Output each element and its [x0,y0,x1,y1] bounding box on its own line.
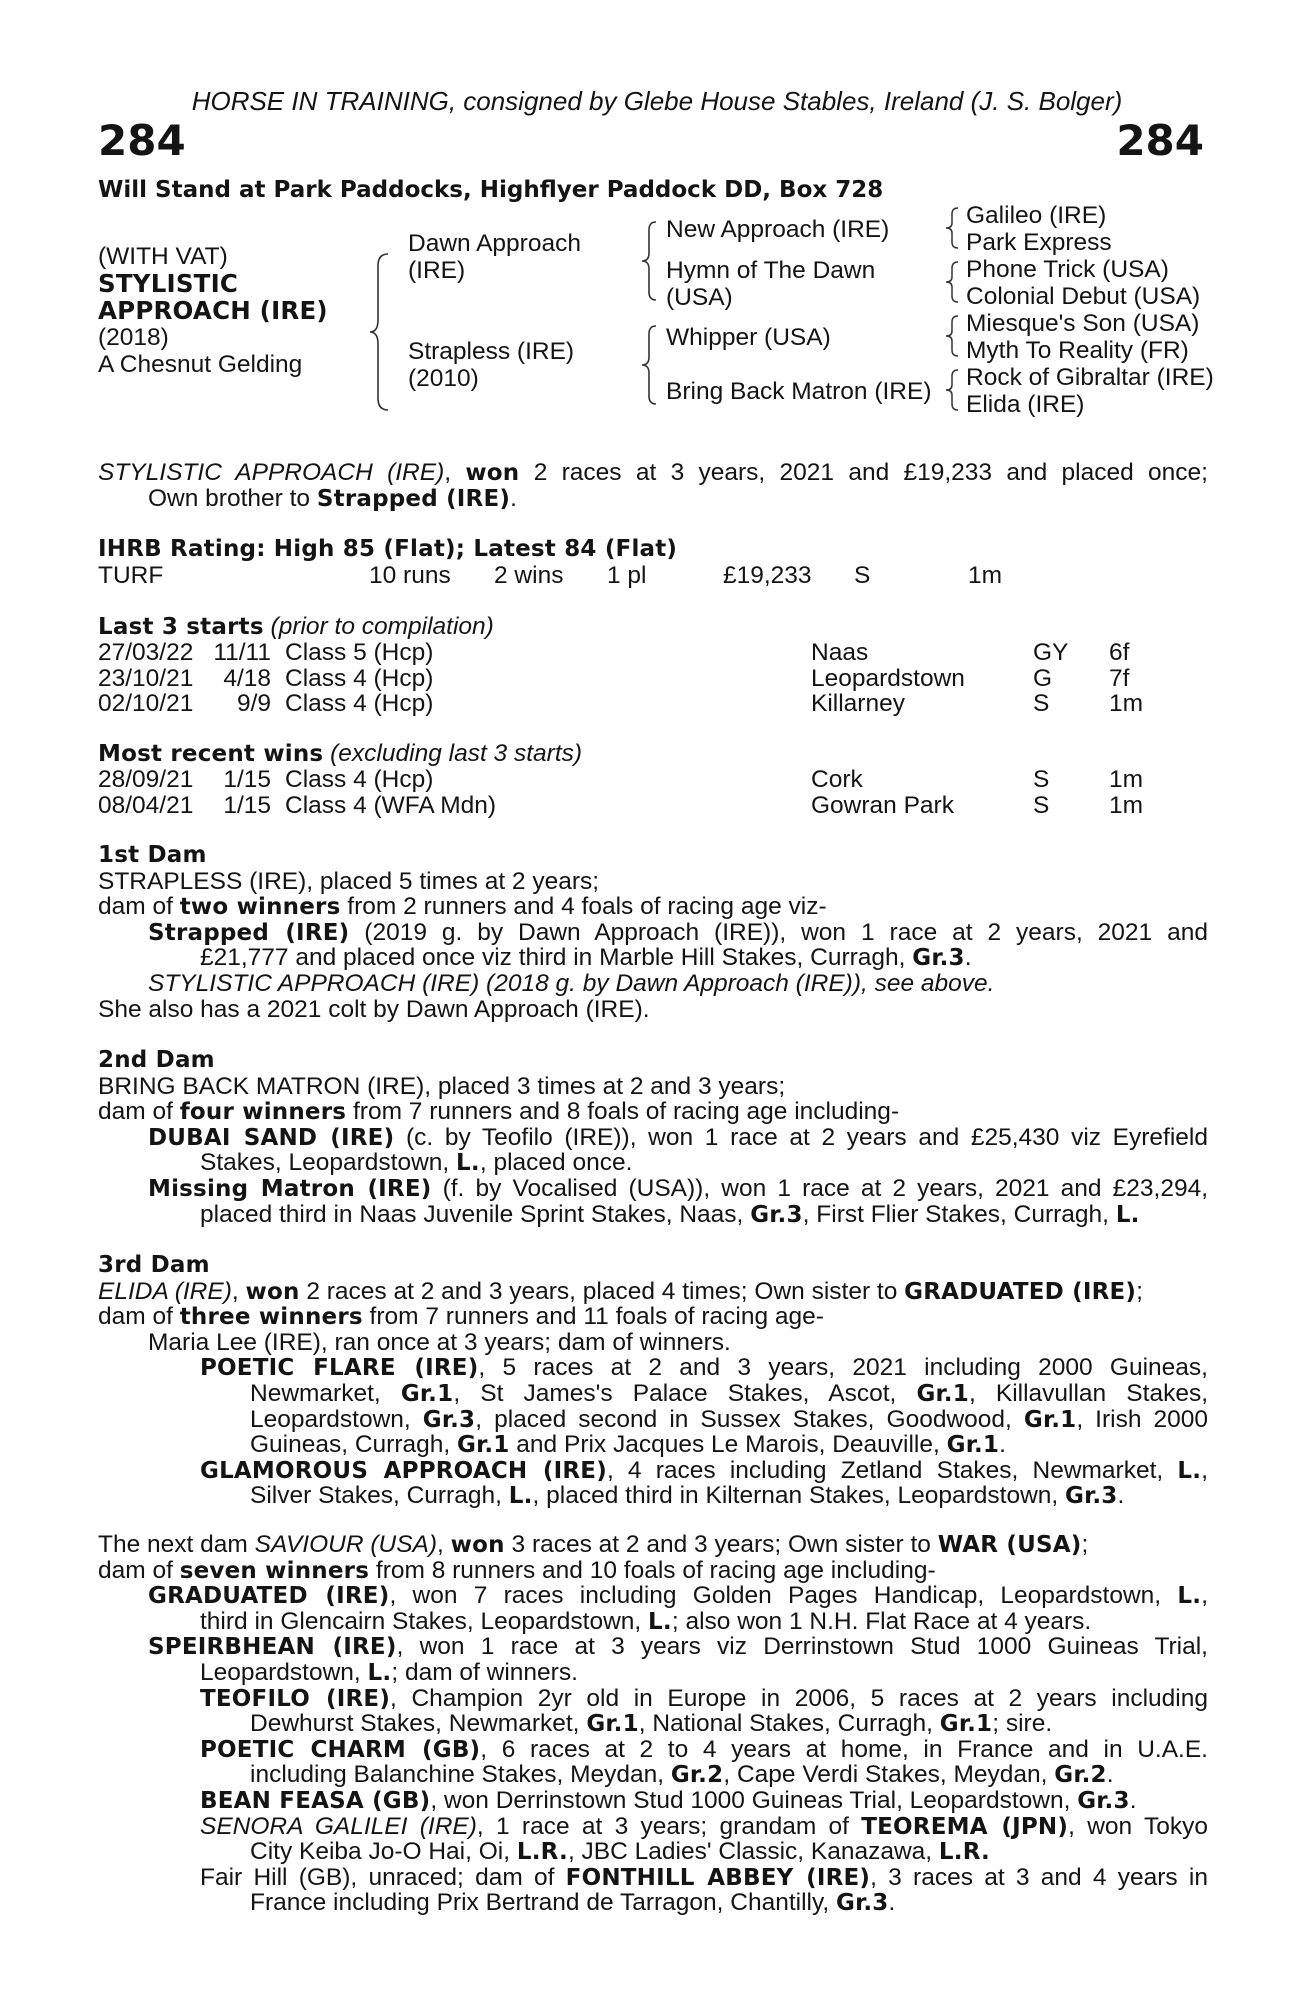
progeny-line [98,1355,1208,1381]
text-fragment: from 8 runners and 10 foals of racing age including- [369,1556,936,1584]
emphasis-text: L. [456,1150,480,1177]
recent-wins-header [98,741,1208,767]
stand-location: Will Stand at Park Paddocks, Highflyer Paddock DD, Box 728 [98,177,884,203]
emphasis-text: L. [648,1608,672,1635]
text-fragment: ; also won 1 N.H. Flat Race at 4 years. [671,1607,1092,1635]
progeny-line [98,1890,1208,1916]
text-fragment: . [888,1889,896,1917]
dsd-name: Myth To Reality (FR) [966,337,1189,364]
course-cell: Killarney [811,690,905,718]
text-fragment: , won Derrinstown Stud 1000 Guineas Trial, Leopardstown, [430,1786,1078,1814]
emphasis-text: FONTHILL ABBEY (IRE) [565,1864,871,1891]
emphasis-text: won [245,1278,300,1305]
sire-name-line2: (IRE) [408,257,466,284]
text-fragment: , 6 races at 2 to 4 years at home, in France and in U.A.E. [480,1735,1208,1763]
progeny-line [98,945,1208,971]
section-heading: 2nd Dam [98,1047,215,1073]
recent-wins-note: (excluding last 3 starts) [330,740,583,767]
emphasis-text: Strapped (IRE) [148,919,350,946]
dam-line: She also has a 2021 colt by Dawn Approach (IRE). [98,995,650,1023]
horse-description: A Chesnut Gelding [98,351,303,378]
position-cell: 1/15 [223,791,271,819]
date-cell: 08/04/21 [98,791,194,819]
text-fragment: from 7 runners and 11 foals of racing age- [362,1303,824,1331]
progeny-line [98,1125,1208,1151]
dam-name-line2: (2010) [408,365,479,392]
emphasis-text: L. [1177,1583,1202,1610]
race-summary [98,460,1208,511]
dam-line: BRING BACK MATRON (IRE), placed 3 times at 2 and 3 years; [98,1072,786,1100]
emphasis-text: L. [367,1659,392,1686]
distance-cell: 7f [1109,664,1130,692]
surface-cell: TURF [98,562,164,589]
recent-wins-table [98,767,1143,818]
text-fragment: from 2 runners and 4 foals of racing age viz- [340,893,827,921]
position-cell: 9/9 [236,690,271,718]
table-row [98,691,1143,717]
text-fragment: Guineas, Curragh, [250,1431,457,1459]
text-fragment: Stakes, Leopardstown, [200,1149,457,1177]
text-fragment: ELIDA (IRE) [98,1277,232,1305]
text-fragment: , Killavullan Stakes, [968,1379,1209,1407]
going-cell: S [1033,791,1050,819]
emphasis-text: Gr.1 [939,1711,993,1738]
date-cell: 28/09/21 [98,766,194,793]
dams-dam: Bring Back Matron (IRE) [666,378,932,405]
course-cell: Gowran Park [811,791,954,819]
text-fragment: , [1201,1456,1208,1484]
last-starts-table [98,640,1143,717]
text-fragment: Leopardstown, [250,1405,423,1433]
text-fragment: placed third in Naas Juvenile Sprint Stakes, Naas, [200,1200,751,1228]
sires-sire: New Approach (IRE) [666,216,890,243]
course-cell: Naas [811,639,869,666]
brace-icon [944,206,962,250]
date-cell: 27/03/22 [98,639,194,666]
emphasis-text: won [450,1532,505,1558]
text-fragment: Newmarket, [250,1379,401,1407]
progeny-line [98,1634,1208,1660]
summary-text: 2 races at 3 years, 2021 and £19,233 and placed once; [519,459,1208,486]
text-fragment: , 4 races including Zetland Stakes, Newmarket, [606,1456,1178,1484]
emphasis-text: Gr.1 [457,1432,510,1459]
emphasis-text: two winners [179,894,341,921]
emphasis-text: three winners [179,1304,363,1331]
position-cell: 11/11 [213,639,271,666]
horse-name-line1: STYLISTIC [98,269,239,298]
class-cell: Class 4 (Hcp) [285,690,434,718]
dam-line [98,1558,1208,1584]
class-cell: Class 4 (Hcp) [285,766,434,793]
text-fragment: France including Prix Bertrand de Tarragon, Chantilly, [250,1889,837,1917]
dds-name: Rock of Gibraltar (IRE) [966,364,1214,391]
date-cell: 23/10/21 [98,664,194,692]
course-cell: Cork [811,766,863,793]
table-row [98,563,1002,589]
text-fragment: dam of [98,1303,180,1331]
text-fragment: SAVIOUR (USA) [254,1531,438,1558]
emphasis-text: TEOREMA (JPN) [861,1813,1069,1840]
progeny-line [98,1609,1208,1635]
text-fragment: ; [1136,1277,1143,1305]
dams-sire: Whipper (USA) [666,324,831,351]
text-fragment: including Balanchine Stakes, Meydan, [250,1761,671,1789]
position-cell: 1/15 [223,766,271,793]
text-fragment: . [1117,1482,1125,1510]
text-fragment: (c. by Teofilo (IRE)), won 1 race at 2 years and £25,430 viz Eyrefield [394,1123,1208,1151]
progeny-line [98,1839,1208,1865]
text-fragment: (f. by Vocalised (USA)), won 1 race at 2 years, 2021 and £23,294, [431,1174,1208,1202]
progeny-line [98,1762,1208,1788]
text-fragment: third in Glencairn Stakes, Leopardstown, [200,1607,649,1635]
brace-icon [368,252,392,412]
text-fragment: City Keiba Jo-O Hai, Oi, [250,1838,517,1866]
position-cell: 4/18 [223,664,271,692]
text-fragment: , placed once. [479,1149,633,1177]
text-fragment: 2 races at 2 and 3 years, placed 4 times; Own sister to [299,1277,905,1305]
runs-cell: 10 runs [369,562,451,589]
text-fragment: (2019 g. by Dawn Approach (IRE)), won 1 race at 2 years, 2021 and [349,918,1208,946]
text-fragment: and Prix Jacques Le Marois, Deauville, [509,1431,947,1459]
emphasis-text: L.R. [938,1839,990,1866]
dam-line: STRAPLESS (IRE), placed 5 times at 2 years; [98,867,600,895]
emphasis-text: POETIC CHARM (GB) [200,1736,481,1763]
text-fragment: ; [1081,1531,1089,1558]
emphasis-text: DUBAI SAND (IRE) [148,1124,395,1151]
text-fragment: , JBC Ladies' Classic, Kanazawa, [567,1838,939,1866]
dam-name-line1: Strapless (IRE) [408,338,575,365]
progeny-line: STYLISTIC APPROACH (IRE) (2018 g. by Dawn Approach (IRE)), see above. [148,969,995,997]
pedigree-table [0,198,1314,418]
text-fragment: Fair Hill (GB), unraced; dam of [200,1863,566,1891]
emphasis-text: WAR (USA) [937,1532,1082,1558]
emphasis-text: L. [508,1483,533,1510]
text-fragment: , Champion 2yr old in Europe in 2006, 5 races at 2 years including [390,1684,1208,1712]
class-cell: Class 4 (Hcp) [285,664,434,692]
dss-name: Miesque's Son (USA) [966,310,1200,337]
text-fragment: , First Flier Stakes, Curragh, [802,1200,1116,1228]
text-fragment: ; dam of winners. [391,1658,578,1686]
progeny-line [98,1381,1208,1407]
progeny-line [98,1686,1208,1712]
class-cell: Class 5 (Hcp) [285,639,434,666]
text-fragment: dam of [98,1556,180,1584]
wins-cell: 2 wins [494,562,564,589]
progeny-line [98,1737,1208,1763]
emphasis-text: Gr.2 [670,1762,724,1789]
progeny-line [98,1483,1208,1509]
horse-name: STYLISTIC APPROACH (IRE) [98,459,445,486]
rating-section [98,537,1208,563]
progeny-line [98,1583,1208,1609]
foaling-year: (2018) [98,324,169,351]
brace-icon [944,368,962,412]
text-fragment: SENORA GALILEI (IRE) [200,1812,477,1840]
text-fragment: , placed third in Kilternan Stakes, Leopardstown, [532,1482,1066,1510]
progeny-line [98,1865,1208,1891]
brace-icon [944,260,962,304]
emphasis-text: GLAMOROUS APPROACH (IRE) [200,1457,607,1484]
distance-cell: 1m [1109,791,1144,819]
table-row [98,793,1143,819]
text-fragment: , Cape Verdi Stakes, Meydan, [723,1761,1055,1789]
text-fragment: , 3 races at 3 and 4 years in [870,1863,1208,1891]
progeny-line [98,1202,1208,1228]
progeny-line [98,1150,1208,1176]
section-heading: 3rd Dam [98,1252,210,1278]
text-fragment: £21,777 and placed once viz third in Marble Hill Stakes, Curragh, [200,944,913,972]
going-cell: G [1033,664,1053,692]
progeny-line [98,1660,1208,1686]
emphasis-text: Gr.2 [1054,1762,1107,1789]
emphasis-text: seven winners [179,1557,370,1584]
text-fragment: Silver Stakes, Curragh, [250,1482,509,1510]
emphasis-text: Gr.3 [422,1406,476,1433]
progeny-line [98,1432,1208,1458]
summary-line [98,486,1208,512]
ddd-name: Elida (IRE) [966,391,1085,418]
ssd-name: Park Express [966,229,1112,256]
emphasis-text: BEAN FEASA (GB) [200,1787,431,1814]
placed-cell: 1 pl [607,562,647,589]
text-fragment: . [964,944,972,972]
class-cell: Class 4 (WFA Mdn) [285,791,497,819]
emphasis-text: Gr.1 [916,1380,969,1407]
progeny-line [98,1458,1208,1484]
emphasis-text: L. [1115,1201,1140,1228]
text-fragment: , won Tokyo [1068,1812,1208,1840]
emphasis-text: Gr.1 [1023,1406,1077,1433]
earnings-cell: £19,233 [723,562,812,589]
first-dam-section [98,843,1208,1022]
consignment-line: HORSE IN TRAINING, consigned by Glebe House Stables, Ireland (J. S. Bolger) [191,86,1123,116]
progeny-line [98,1407,1208,1433]
progeny-line [98,1176,1208,1202]
text-fragment: , [231,1277,246,1305]
sire-name-line1: Dawn Approach [408,230,581,257]
progeny-line [98,1788,1208,1814]
next-dam-section [98,1532,1208,1916]
horse-name-line2: APPROACH (IRE) [98,296,328,325]
progeny-line [98,1711,1208,1737]
dam-line [98,1279,1208,1305]
emphasis-text: Gr.3 [1077,1787,1130,1814]
rating-heading: IHRB Rating: High 85 (Flat); Latest 84 (Flat) [98,536,678,562]
lot-number-right: 284 [1116,116,1204,165]
emphasis-text: TEOFILO (IRE) [200,1685,391,1712]
emphasis-text: Gr.1 [586,1711,639,1738]
table-row [98,640,1143,666]
text-fragment: dam of [98,893,180,921]
lot-number-left: 284 [98,116,186,165]
text-fragment: The next dam [98,1531,255,1558]
dam-line [98,1304,1208,1330]
sires-dam-line1: Hymn of The Dawn [666,257,876,284]
brother-name: Strapped (IRE) [316,485,511,512]
emphasis-text: Gr.3 [912,945,965,972]
won-label: won [465,460,520,486]
sds-name: Phone Trick (USA) [966,256,1169,283]
emphasis-text: Gr.3 [836,1890,889,1917]
third-dam-section [98,1253,1208,1509]
text-fragment: dam of [98,1098,180,1126]
distance-cell: 1m [1109,690,1144,718]
text-fragment: from 7 runners and 8 foals of racing age including- [346,1098,900,1126]
text-fragment: 3 races at 2 and 3 years; Own sister to [504,1531,938,1558]
brace-icon [640,220,660,302]
dam-line [98,1099,1208,1125]
emphasis-text: SPEIRBHEAN (IRE) [148,1634,397,1661]
going-cell: GY [1033,639,1069,666]
second-dam-section [98,1048,1208,1227]
going-cell: S [854,562,871,589]
text-fragment: , 1 race at 3 years; grandam of [476,1812,862,1840]
emphasis-text: Gr.1 [400,1380,454,1407]
sires-dam-line2: (USA) [666,284,733,311]
text-fragment: , 5 races at 2 and 3 years, 2021 including 2000 Guineas, [478,1354,1208,1382]
text-fragment: , [437,1531,451,1558]
progeny-line: Maria Lee (IRE), ran once at 3 years; dam of winners. [148,1328,731,1356]
text-fragment: , [1201,1582,1208,1610]
date-cell: 02/10/21 [98,690,194,718]
emphasis-text: Gr.3 [1065,1483,1118,1510]
emphasis-text: Missing Matron (IRE) [148,1175,432,1202]
emphasis-text: Gr.1 [946,1432,1000,1459]
text-fragment: , placed second in Sussex Stakes, Goodwood, [475,1405,1024,1433]
summary-text: . [510,484,517,512]
summary-line: STYLISTIC APPROACH (IRE), won 2 races at 3 years, 2021 and £19,233 and placed once; [98,459,1208,486]
text-fragment: , Irish 2000 [1076,1405,1208,1433]
dam-line [98,1532,1208,1558]
text-fragment: Dewhurst Stakes, Newmarket, [250,1710,587,1738]
sdd-name: Colonial Debut (USA) [966,283,1201,310]
rating-record [98,563,1002,589]
progeny-line [98,920,1208,946]
last-starts-note: (prior to compilation) [270,613,494,640]
text-fragment: , won 7 races including Golden Pages Handicap, Leopardstown, [389,1582,1178,1610]
emphasis-text: GRADUATED (IRE) [904,1278,1137,1305]
going-cell: S [1033,690,1050,718]
distance-cell: 1m [968,562,1003,589]
dam-line [98,894,1208,920]
text-fragment: , National Stakes, Curragh, [638,1710,940,1738]
table-row [98,767,1143,793]
emphasis-text: L. [1177,1457,1202,1484]
emphasis-text: POETIC FLARE (IRE) [200,1355,479,1382]
progeny-line [98,1814,1208,1840]
distance-cell: 6f [1109,639,1130,666]
going-cell: S [1033,766,1050,793]
last-starts-header [98,614,1208,640]
section-heading: 1st Dam [98,842,207,868]
emphasis-text: Gr.3 [750,1201,803,1228]
last-starts-heading: Last 3 starts [98,614,264,640]
recent-wins-heading: Most recent wins [98,741,324,767]
emphasis-text: four winners [179,1099,347,1126]
text-fragment: , St James's Palace Stakes, Ascot, [453,1379,917,1407]
emphasis-text: GRADUATED (IRE) [148,1583,390,1610]
table-row [98,666,1143,692]
sss-name: Galileo (IRE) [966,202,1107,229]
text-fragment: ; sire. [992,1710,1053,1738]
distance-cell: 1m [1109,766,1144,793]
vat-note: (WITH VAT) [98,243,228,270]
text-fragment: Leopardstown, [200,1658,368,1686]
text-fragment: , won 1 race at 3 years viz Derrinstown Stud 1000 Guineas Trial, [396,1633,1208,1661]
brace-icon [640,324,660,406]
text-fragment: . [1106,1761,1114,1789]
emphasis-text: L.R. [516,1839,568,1866]
summary-text: Own brother to [148,484,317,512]
text-fragment: . [1129,1786,1137,1814]
text-fragment: . [999,1431,1006,1459]
course-cell: Leopardstown [811,664,965,692]
brace-icon [944,314,962,358]
